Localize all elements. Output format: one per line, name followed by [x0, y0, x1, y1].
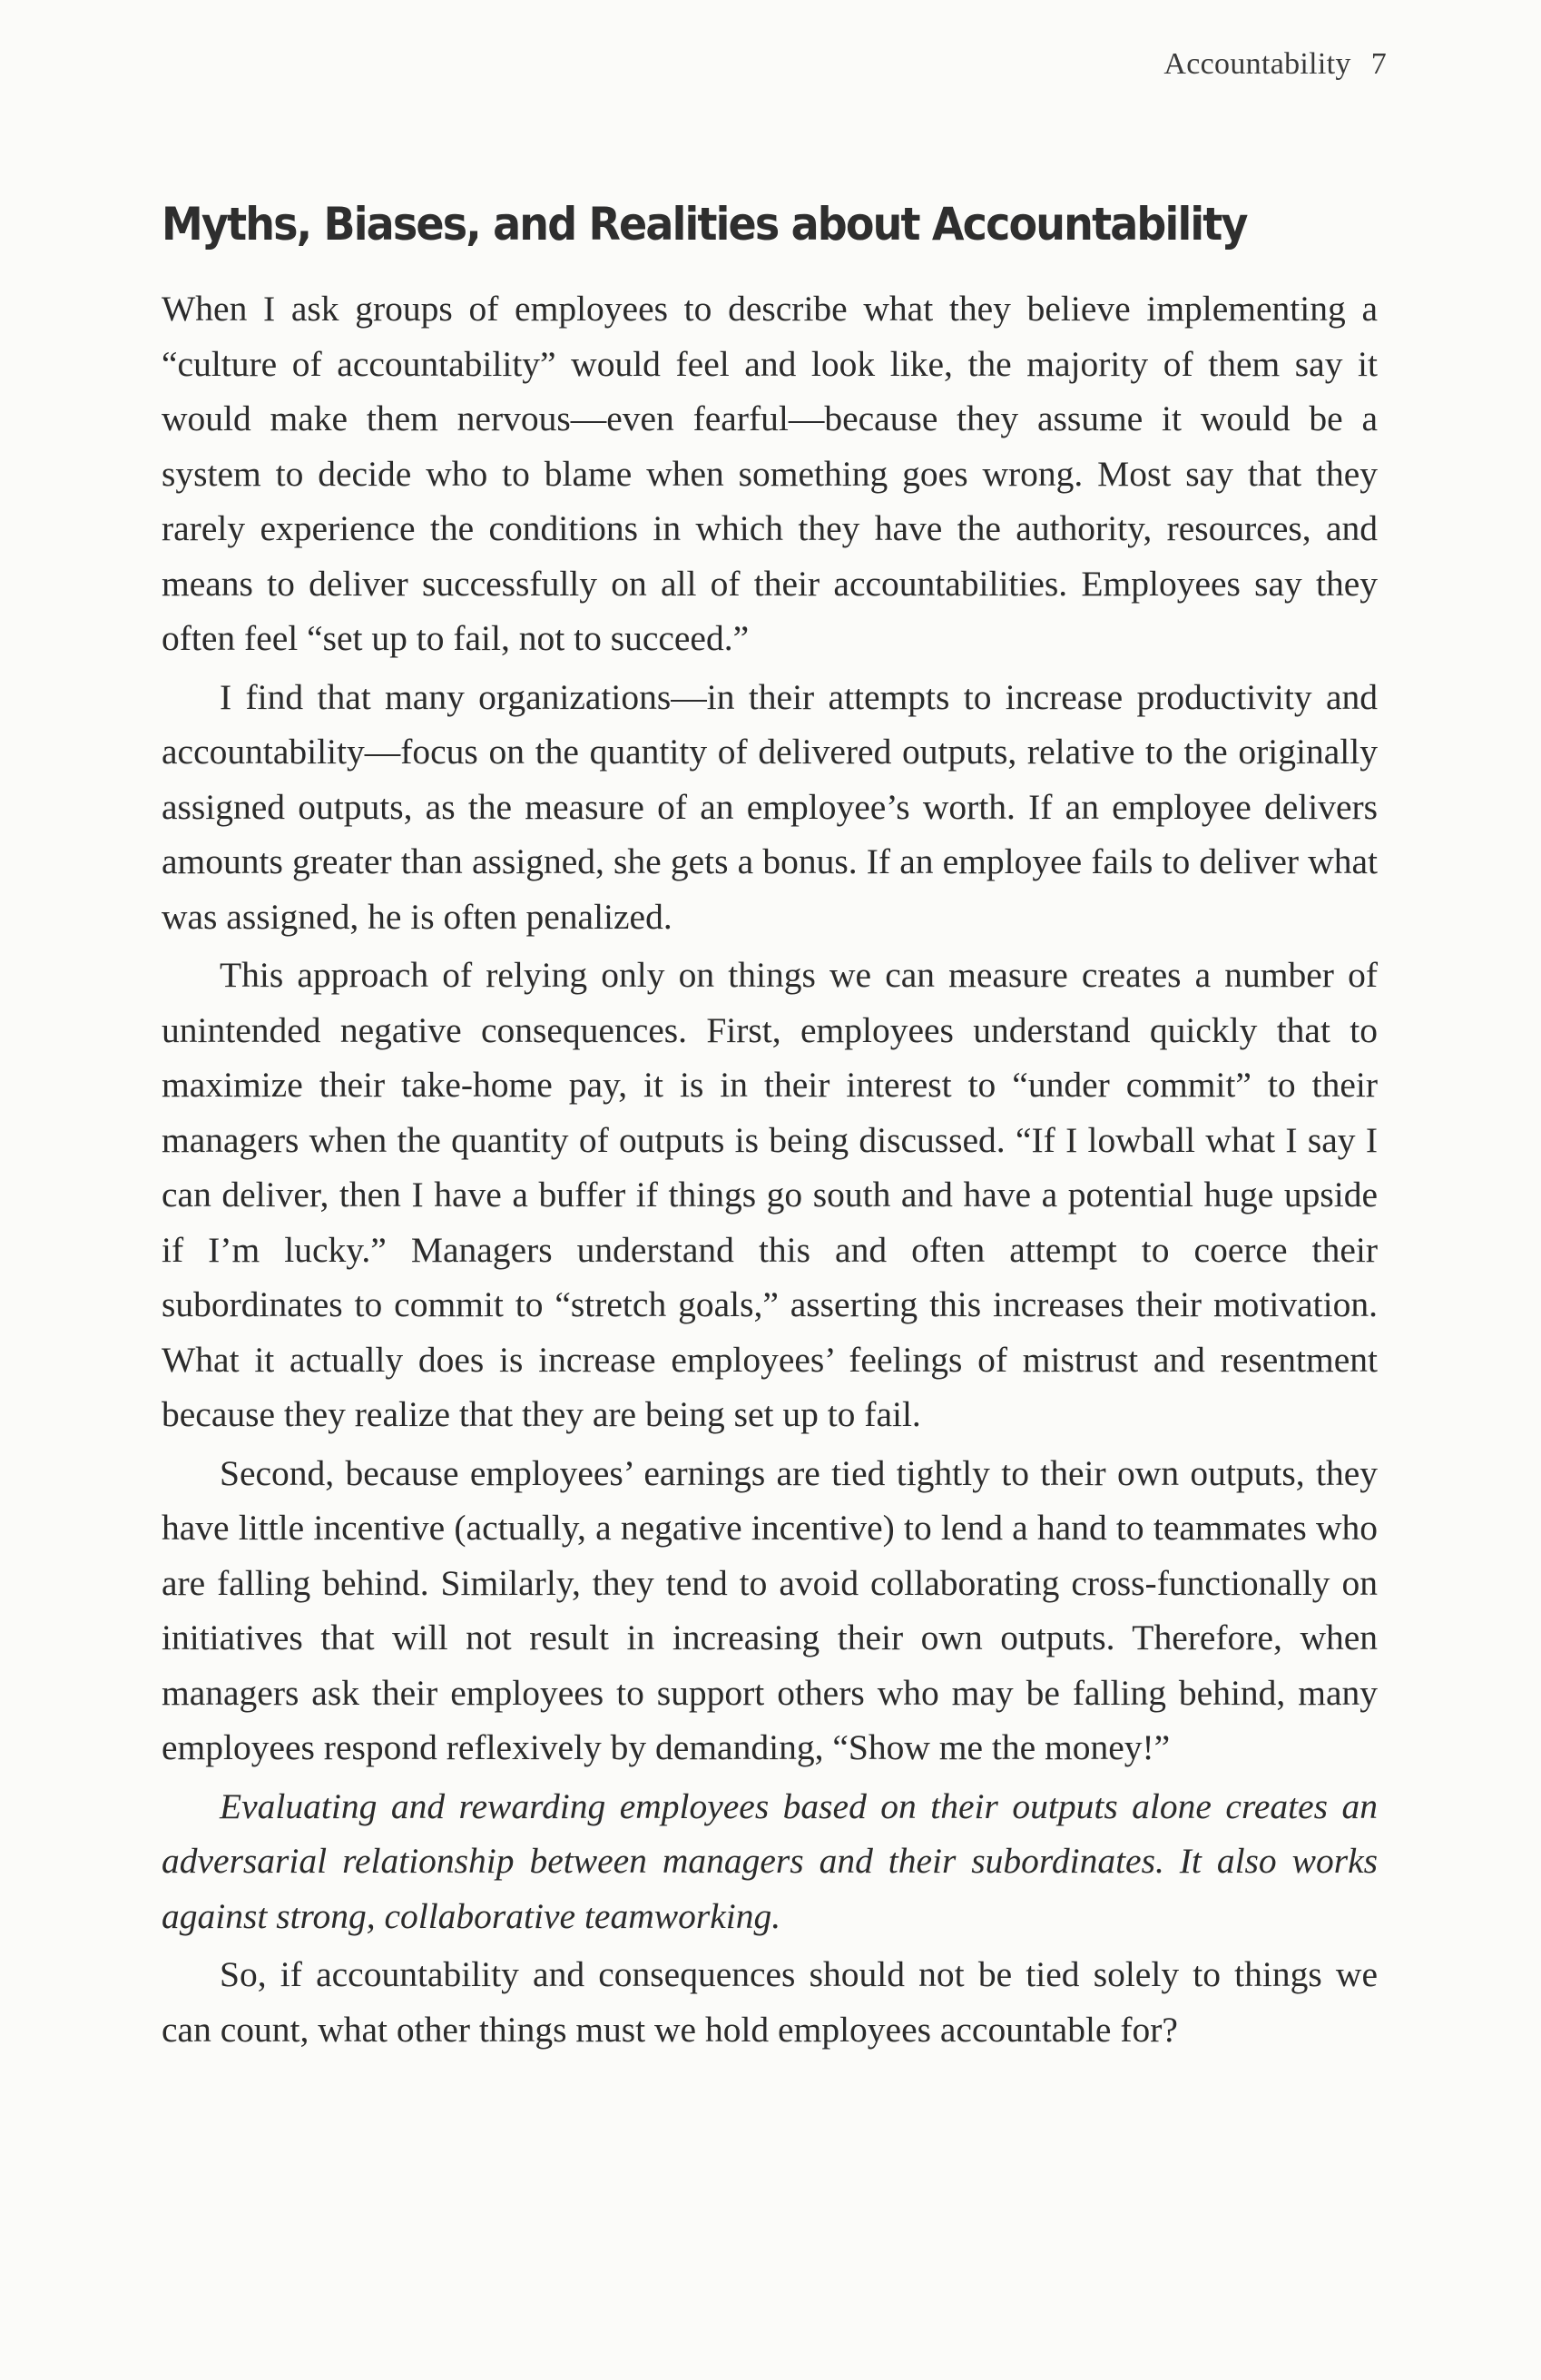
paragraph-4: Second, because employees’ earnings are tied tightly to their own outputs, they have little incentive (actually, a negative incentive) to lend a hand to teammates who are falling behind. Similarly, they tend to avoid collaborating cross-functionally on initiatives that will not result in increasing their own outputs. Therefore, when managers ask their employees to support others who may be falling behind, many employees respond reflexively by demanding, “Show me the money!” — [162, 1452, 1378, 1767]
body-text — [162, 281, 1378, 2060]
running-title: Accountability — [1163, 47, 1351, 81]
paragraph-1: When I ask groups of employees to describe what they believe implementing a “culture of accountability” would feel and look like, the majority of them say it would make them nervous—even fearful—because they assume it would be a system to decide who to blame when something goes wrong. Most say that they rarely experience the conditions in which they have the authority, resources, and means to deliver successfully on all of their accountabilities. Employees say they often feel “set up to fail, not to succeed.” — [162, 289, 1378, 658]
page-number: 7 — [1370, 47, 1387, 81]
paragraph-3: This approach of relying only on things we can measure creates a number of unintended negative consequences. First, employees understand quickly that to maximize their take-home pay, it is in their interest to “under commit” to their managers when the quantity of outputs is being discussed. “If I lowball what I say I can deliver, then I have a buffer if things go south and have a potential huge upside if I’m lucky.” Managers understand this and often attempt to coerce their subordinates to commit to “stretch goals,” asserting this increases their motivation. What it actually does is increase employees’ feelings of mistrust and resentment because they realize that they are being set up to fail. — [162, 955, 1378, 1434]
paragraph-2: I find that many organizations—in their attempts to increase productivity and accountability—focus on the quantity of delivered outputs, relative to the originally assigned outputs, as the measure of an employee’s worth. If an employee delivers amounts greater than assigned, she gets a bonus. If an employee fails to deliver what was assigned, he is often penalized. — [162, 676, 1378, 937]
paragraph-6: So, if accountability and consequences should not be tied solely to things we can count, what other things must we hold employees accountable for? — [162, 1954, 1378, 2050]
section-heading: Myths, Biases, and Realities about Accountability — [162, 198, 1247, 251]
running-header — [1163, 47, 1387, 82]
emphasis-paragraph: Evaluating and rewarding employees based on their outputs alone creates an adversarial relationship between managers and their subordinates. It also works against strong, collaborative teamworking. — [162, 1785, 1378, 1936]
